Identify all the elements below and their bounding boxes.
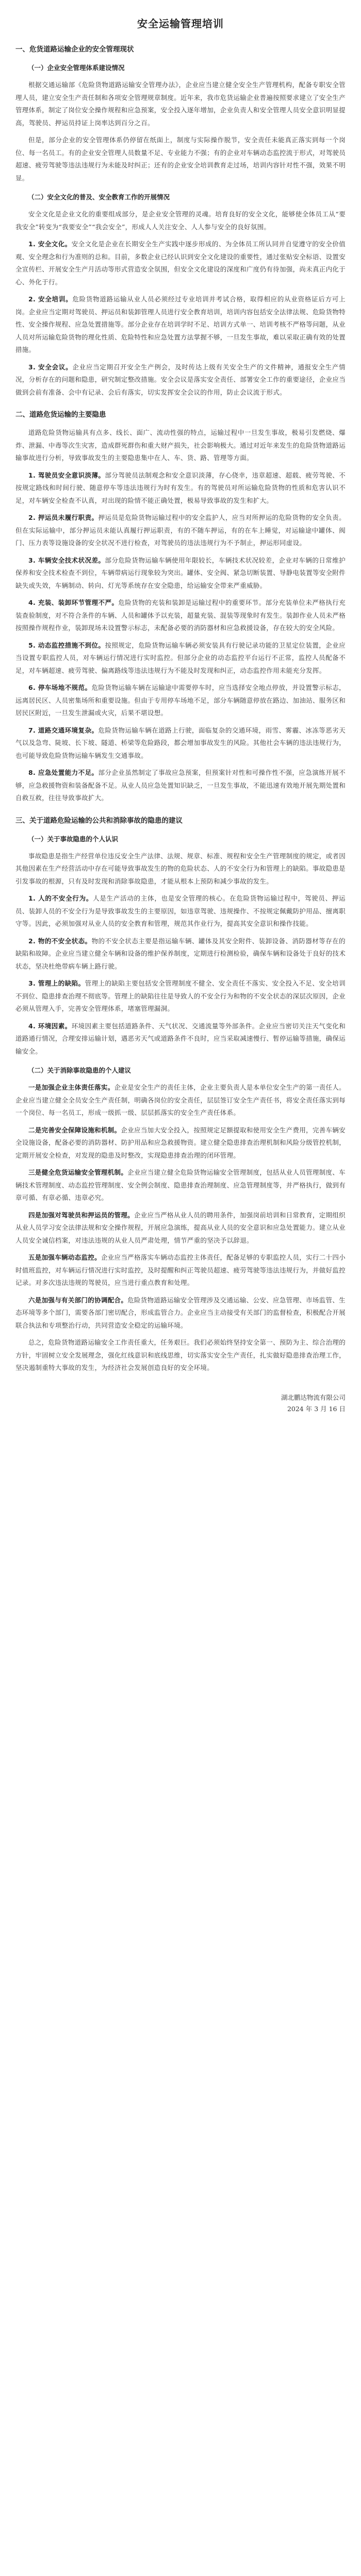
signature-date: 2024 年 3 月 16 日 bbox=[287, 1404, 346, 1413]
paragraph-text: 人是生产活动的主体，也是安全管理的核心。在危险货物运输过程中，驾驶员、押运员、装卸人员的不安全行为是导致事故发生的主要原因，如违章驾驶、违规操作、不按规定佩戴防护用品、擅离职守等。因此，必须加强对从业人员的安全教育和管理，规范其作业行为，提高其安全意识和操作技能。 bbox=[15, 894, 346, 927]
paragraph-text: 安全文化是企业在长期安全生产实践中逐步形成的、为全体员工所认同并自觉遵守的安全价值观、安全理念和行为准则的总和。目前，多数企业已经认识到安全文化建设的重要性，通过张贴安全标语、设置安全宣传栏、开展安全生产月活动等形式营造安全氛围，但安全文化建设的深度和广度仍有待加强，尚未真正内化于心、外化于行。 bbox=[15, 240, 346, 286]
paragraph-lead: 3. 车辆安全技术状况差。 bbox=[28, 556, 105, 564]
body-paragraph bbox=[15, 892, 346, 930]
paragraph-lead: 3. 安全会议。 bbox=[28, 363, 73, 371]
paragraph-lead: 8. 应急处置能力不足。 bbox=[28, 769, 99, 776]
paragraph-lead: 2. 安全培训。 bbox=[28, 295, 73, 303]
paragraph-lead: 1. 安全文化。 bbox=[28, 240, 72, 248]
body-paragraph bbox=[15, 427, 346, 465]
paragraph-lead: 7. 道路交通环境复杂。 bbox=[28, 726, 99, 734]
body-paragraph bbox=[15, 850, 346, 888]
body-paragraph bbox=[15, 293, 346, 357]
body-paragraph bbox=[15, 512, 346, 550]
paragraph-text: 企业应当严格从业人员的聘用条件，加强岗前培训和日常教育，定期组织从业人员学习安全法律法规和安全操作规程，开展应急演练，提高从业人员的安全意识和应急处置能力。建立从业人员安全诚信档案，对违法违规的从业人员严肃处理，情节严重的坚决予以辞退。 bbox=[15, 1211, 346, 1244]
paragraph-text: 部分企业虽然制定了事故应急预案，但预案针对性和可操作性不强，应急演练开展不够，应急救援物资和装备配备不足。从业人员应急处置知识缺乏，一旦发生事故，不能迅速有效地开展先期处置和自救互救，往往导致事故扩大。 bbox=[15, 769, 346, 802]
body-paragraph bbox=[15, 208, 346, 233]
body-paragraph bbox=[15, 1020, 346, 1058]
subsection-heading: （二）安全文化的普及、安全教育工作的开展情况 bbox=[28, 193, 170, 201]
body-paragraph bbox=[15, 597, 346, 635]
paragraph-text: 但是，部分企业的安全管理体系仍停留在纸面上，制度与实际操作脱节，安全责任未能真正落实到每一个岗位、每一名员工。有的企业安全管理人员数量不足、专业能力不强；有的企业对车辆动态监控流于形式，对驾驶员超速、疲劳驾驶等违法违规行为未能及时纠正；还有的企业安全培训教育走过场，培训内容针对性不强，效果不明显。 bbox=[15, 136, 346, 182]
paragraph-text: 企业应当建立健全危险货物运输安全管理制度，包括从业人员管理制度、车辆技术管理制度、动态监控管理制度、安全例会制度、隐患排查治理制度、应急管理制度等，并严格执行，做到有章可循、有章必循、违章必究。 bbox=[15, 1168, 346, 1201]
body-paragraph bbox=[15, 935, 346, 973]
paragraph-text: 危险货物道路运输安全管理涉及交通运输、公安、应急管理、市场监管、生态环境等多个部门，需要各部门密切配合，形成监管合力。企业应当主动接受有关部门的监督检查，积极配合开展联合执法和专项整治行动，共同营造安全稳定的运输环境。 bbox=[15, 1296, 346, 1329]
paragraph-lead: 4. 充装、装卸环节管理不严。 bbox=[28, 599, 119, 606]
paragraph-text: 危险货物的充装和装卸是运输过程中的重要环节。部分充装单位未严格执行充装查验制度，对不符合条件的车辆、人员和罐体予以充装，超量充装、混装等现象时有发生。装卸作业人员未严格按照操作规程作业，装卸现场未设置警示标志，未配备必要的消防器材和应急救援设备，存在较大的安全风险。 bbox=[15, 599, 346, 632]
body-paragraph bbox=[15, 1081, 346, 1120]
paragraph-lead: 四是加强对驾驶员和押运员的管理。 bbox=[28, 1211, 134, 1219]
paragraph-text: 企业应当严格落实车辆动态监控主体责任，配备足够的专职监控人员，实行二十四小时值班监控，对车辆运行情况进行实时监控，及时提醒和纠正驾驶员超速、疲劳驾驶等违法违规行为，并做好监控记录。对多次违法违规的驾驶员，应当进行重点教育和处理。 bbox=[15, 1253, 346, 1286]
paragraph-text: 根据交通运输部《危险货物道路运输安全管理办法》，企业应当建立健全安全生产管理机构，配备专职安全管理人员，建立安全生产责任制和各项安全管理规章制度。近年来，我市危货运输企业普遍按照要求建立了安全生产管理体系，制定了岗位安全操作规程和应急预案，安全投入逐年增加，企业负责人和安全管理人员安全意识明显提高，驾驶员、押运员持证上岗率达到百分之百。 bbox=[15, 81, 346, 127]
paragraph-text: 按照规定，危险货物运输车辆必须安装具有行驶记录功能的卫星定位装置，企业应当设置专职监控人员，对车辆运行情况进行实时监控。但部分企业的动态监控平台运行不正常，监控人员配备不足，对车辆超速、疲劳驾驶、偏离路线等违法违规行为不能及时发现和纠正，动态监控作用未能充分发挥。 bbox=[15, 641, 346, 674]
body-paragraph bbox=[15, 238, 346, 289]
document-body bbox=[15, 44, 346, 1375]
paragraph-lead: 3. 管理上的缺陷。 bbox=[28, 979, 85, 987]
paragraph-lead: 2. 物的不安全状态。 bbox=[28, 937, 92, 945]
body-paragraph bbox=[15, 1336, 346, 1375]
paragraph-lead: 五是加强车辆动态监控。 bbox=[28, 1253, 101, 1261]
paragraph-text: 企业应当加大安全投入，按照规定足额提取和使用安全生产费用，完善车辆安全设施设备，配备必要的消防器材、防护用品和应急救援物资。建立健全隐患排查治理机制和风险分级管控机制，定期开展安全检查，对发现的隐患及时整改，实现隐患排查治理的闭环管理。 bbox=[15, 1126, 346, 1159]
body-paragraph bbox=[15, 361, 346, 399]
paragraph-text: 企业应当定期召开安全生产例会，及时传达上级有关安全生产的文件精神，通报安全生产情况，分析存在的问题和隐患，研究制定整改措施。安全会议是落实安全责任、部署安全工作的重要途径，企业应当做到会前有准备、会中有记录、会后有落实，切实发挥安全会议的作用，防止会议流于形式。 bbox=[15, 363, 346, 396]
paragraph-lead: 1. 驾驶员安全意识淡薄。 bbox=[28, 471, 105, 479]
document-page bbox=[15, 0, 346, 1435]
paragraph-text: 企业是安全生产的责任主体，企业主要负责人是本单位安全生产的第一责任人。企业应当建立健全全员安全生产责任制，明确各岗位的安全责任，层层签订安全生产责任书，将安全责任落实到每一个岗位、每一名员工，形成一级抓一级、层层抓落实的安全生产责任体系。 bbox=[15, 1083, 346, 1116]
paragraph-text: 物的不安全状态主要是指运输车辆、罐体及其安全附件、装卸设备、消防器材等存在的缺陷和故障。企业应当建立健全车辆和设备的维护保养制度，定期进行检测检验，确保车辆和设备处于良好的技术状态，坚决杜绝带病车辆上路行驶。 bbox=[15, 937, 346, 970]
section-heading: 二、道路危货运输的主要隐患 bbox=[15, 411, 106, 419]
body-paragraph bbox=[15, 724, 346, 762]
body-paragraph bbox=[15, 134, 346, 184]
paragraph-lead: 4. 环境因素。 bbox=[28, 1022, 72, 1030]
paragraph-text: 道路危险货物运输具有点多、线长、面广、流动性强的特点，运输过程中一旦发生事故，极易引发燃烧、爆炸、泄漏、中毒等次生灾害，造成群死群伤和重大财产损失，社会影响极大。通过对近年来发生的危险货物道路运输事故进行分析，导致事故发生的主要隐患集中在人、车、货、路、管理等方面。 bbox=[15, 429, 346, 462]
body-paragraph bbox=[15, 1166, 346, 1205]
body-paragraph bbox=[15, 469, 346, 507]
paragraph-lead: 1. 人的不安全行为。 bbox=[28, 894, 93, 902]
subsection-heading: （二）关于消除事故隐患的个人建议 bbox=[28, 1066, 132, 1074]
section-heading: 三、关于道路危险运输的公共和消除事故的隐患的建议 bbox=[15, 816, 183, 825]
section-heading: 一、危货道路运输企业的安全管理现状 bbox=[15, 45, 134, 54]
paragraph-lead: 三是健全危货运输安全管理机制。 bbox=[28, 1168, 128, 1176]
document-title: 安全运输管理培训 bbox=[137, 18, 224, 30]
paragraph-text: 安全文化是企业文化的重要组成部分，是企业安全管理的灵魂。培育良好的安全文化，能够使全体员工从“要我安全”转变为“我要安全”“我会安全”，形成人人关注安全、人人参与安全的良好氛围。 bbox=[15, 210, 346, 231]
body-paragraph bbox=[15, 767, 346, 805]
paragraph-lead: 2. 押运员未履行职责。 bbox=[28, 514, 99, 521]
paragraph-text: 危险货物道路运输从业人员必须经过专业培训并考试合格，取得相应的从业资格证后方可上岗。企业应当定期对驾驶员、押运员和装卸管理人员进行安全教育培训，培训内容包括安全法律法规、危险货物特性、安全操作规程、应急处置措施等。部分企业存在培训学时不足、培训方式单一、培训考核不严格等问题，从业人员对所运输危险货物的理化性质、危险特性和应急处置方法掌握不够，一旦发生事故，难以采取正确有效的处置措施。 bbox=[15, 295, 346, 353]
paragraph-text: 管理上的缺陷主要包括安全管理制度不健全、安全责任不落实、安全投入不足、安全培训不到位、隐患排查治理不彻底等。管理上的缺陷往往是导致人的不安全行为和物的不安全状态的深层次原因，企业必须从管理入手，完善安全管理体系，堵塞管理漏洞。 bbox=[15, 979, 346, 1012]
paragraph-lead: 5. 动态监控措施不到位。 bbox=[28, 641, 105, 649]
paragraph-text: 事故隐患是指生产经营单位违反安全生产法律、法规、规章、标准、规程和安全生产管理制度的规定，或者因其他因素在生产经营活动中存在可能导致事故发生的物的危险状态、人的不安全行为和管理上的缺陷。事故隐患是引发事故的根源，只有及时发现和消除事故隐患，才能从根本上预防和减少事故的发生。 bbox=[15, 852, 346, 885]
paragraph-lead: 六是加强与有关部门的协调配合。 bbox=[28, 1296, 128, 1304]
paragraph-text: 部分驾驶员法制观念和安全意识淡薄，存心侥幸，违章超速、超载、疲劳驾驶、不按规定路线和时间行驶、随意停车等违法违规行为时有发生。有的驾驶员对所运输危险货物的性质和危害认识不足，对车辆安全检查不认真，对出现的险情不能正确处置，极易导致事故的发生和扩大。 bbox=[15, 471, 346, 504]
body-paragraph bbox=[15, 1251, 346, 1290]
paragraph-lead: 二是完善安全保障设施和机制。 bbox=[28, 1126, 121, 1134]
body-paragraph bbox=[15, 1124, 346, 1162]
paragraph-text: 危险货物运输车辆在道路上行驶，面临复杂的交通环境，雨雪、雾霾、冰冻等恶劣天气以及急弯、陡坡、长下坡、隧道、桥梁等危险路段，都会增加事故发生的风险。其他社会车辆的违法违规行为，也可能导致危险货物运输车辆发生交通事故。 bbox=[15, 726, 346, 759]
paragraph-text: 环境因素主要包括道路条件、天气状况、交通流量等外部条件。企业应当密切关注天气变化和道路通行情况，合理安排运输计划，遇恶劣天气或道路条件不良时，应当采取减速慢行、暂停运输等措施，确保运输安全。 bbox=[15, 1022, 346, 1055]
paragraph-text: 总之，危险货物道路运输安全工作责任重大，任务艰巨。我们必须始终坚持安全第一、预防为主、综合治理的方针，牢固树立安全发展理念，强化红线意识和底线思维，切实落实安全生产责任，扎实做好隐患排查治理工作，坚决遏制重特大事故的发生，为经济社会发展创造良好的安全环境。 bbox=[15, 1338, 346, 1371]
body-paragraph bbox=[15, 977, 346, 1015]
signature-block bbox=[15, 1392, 346, 1415]
paragraph-text: 押运员是危险货物运输过程中的安全监护人，应当对所押运的危险货物的安全负责。但在实际运输中，部分押运员未能认真履行押运职责，有的不随车押运，有的在车上睡觉，对运输途中罐体、阀门、压力表等设施设备的安全状况不进行检查，对驾驶员的违法违规行为不予制止，押运形同虚设。 bbox=[15, 514, 346, 547]
paragraph-text: 部分危险货物运输车辆使用年限较长，车辆技术状况较差，企业对车辆的日常维护保养和安全技术检查不到位，车辆带病运行现象较为突出。罐体、安全阀、紧急切断装置、导静电装置等安全附件缺失或失效，车辆制动、转向、灯光等系统存在安全隐患，给运输安全带来严重威胁。 bbox=[15, 556, 346, 589]
body-paragraph bbox=[15, 554, 346, 592]
paragraph-lead: 一是加强企业主体责任落实。 bbox=[28, 1083, 114, 1091]
body-paragraph bbox=[15, 682, 346, 720]
body-paragraph bbox=[15, 639, 346, 677]
paragraph-lead: 6. 停车场地不规范。 bbox=[28, 684, 92, 691]
body-paragraph bbox=[15, 79, 346, 129]
body-paragraph bbox=[15, 1294, 346, 1332]
body-paragraph bbox=[15, 1209, 346, 1247]
subsection-heading: （一）企业安全管理体系建设情况 bbox=[28, 64, 125, 72]
paragraph-text: 危险货物运输车辆在运输途中需要停车时，应当选择安全地点停放，并设置警示标志，远离居民区、人员密集场所和重要设施。但由于专用停车场地不足，部分车辆随意停放在路边、加油站、服务区和居民区附近，一旦发生泄漏或火灾，后果不堪设想。 bbox=[15, 684, 346, 717]
signature-company: 湖北鹏达物流有限公司 bbox=[281, 1393, 346, 1401]
subsection-heading: （一）关于事故隐患的个人认识 bbox=[28, 835, 119, 843]
